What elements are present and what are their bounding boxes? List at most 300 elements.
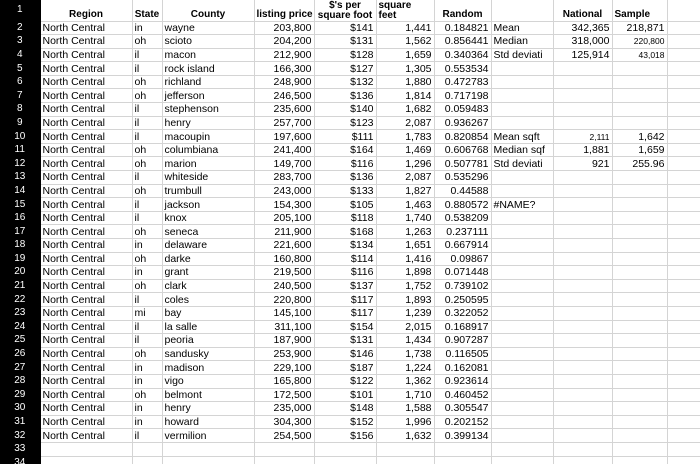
stat-sample[interactable]: 255.96 [612, 157, 667, 171]
cell-square-feet[interactable]: 1,632 [376, 429, 434, 443]
cell[interactable] [491, 456, 553, 464]
cell[interactable] [314, 442, 376, 456]
cell-county[interactable]: howard [162, 415, 254, 429]
cell[interactable] [254, 442, 314, 456]
cell[interactable] [491, 266, 553, 280]
cell[interactable] [162, 456, 254, 464]
cell[interactable] [491, 429, 553, 443]
cell-region[interactable]: North Central [40, 75, 132, 89]
cell-state[interactable]: il [132, 429, 162, 443]
cell[interactable] [667, 184, 700, 198]
cell-price-per-sqft[interactable]: $111 [314, 130, 376, 144]
cell-random[interactable]: 0.116505 [434, 347, 491, 361]
cell[interactable] [491, 293, 553, 307]
cell-price-per-sqft[interactable]: $123 [314, 116, 376, 130]
cell-region[interactable]: North Central [40, 374, 132, 388]
cell-listing-price[interactable]: 203,800 [254, 21, 314, 35]
header-national[interactable]: National [553, 0, 612, 21]
stat-label[interactable]: Mean sqft [491, 130, 553, 144]
cell-square-feet[interactable]: 1,659 [376, 48, 434, 62]
cell[interactable] [491, 239, 553, 253]
cell-state[interactable]: oh [132, 184, 162, 198]
cell[interactable] [491, 361, 553, 375]
cell[interactable] [667, 225, 700, 239]
cell-region[interactable]: North Central [40, 293, 132, 307]
cell[interactable] [612, 171, 667, 185]
cell-square-feet[interactable]: 1,880 [376, 75, 434, 89]
cell-listing-price[interactable]: 229,100 [254, 361, 314, 375]
cell-random[interactable]: 0.667914 [434, 239, 491, 253]
cell-square-feet[interactable]: 1,469 [376, 143, 434, 157]
cell[interactable] [667, 21, 700, 35]
row-number[interactable]: 22 [0, 293, 40, 307]
cell-region[interactable]: North Central [40, 21, 132, 35]
cell[interactable] [491, 334, 553, 348]
cell[interactable] [553, 116, 612, 130]
cell-listing-price[interactable]: 145,100 [254, 306, 314, 320]
cell-random[interactable]: 0.237111 [434, 225, 491, 239]
row-number[interactable]: 10 [0, 130, 40, 144]
cell[interactable] [162, 442, 254, 456]
row-number[interactable]: 16 [0, 211, 40, 225]
cell-state[interactable]: oh [132, 279, 162, 293]
cell[interactable] [667, 429, 700, 443]
cell-county[interactable]: la salle [162, 320, 254, 334]
cell-price-per-sqft[interactable]: $105 [314, 198, 376, 212]
cell-square-feet[interactable]: 1,305 [376, 62, 434, 76]
cell-random[interactable]: 0.250595 [434, 293, 491, 307]
cell[interactable] [553, 279, 612, 293]
cell-square-feet[interactable]: 1,239 [376, 306, 434, 320]
cell-county[interactable]: madison [162, 361, 254, 375]
cell-square-feet[interactable]: 1,740 [376, 211, 434, 225]
cell[interactable] [612, 211, 667, 225]
cell[interactable] [491, 103, 553, 117]
cell-region[interactable]: North Central [40, 429, 132, 443]
row-number[interactable]: 33 [0, 442, 40, 456]
cell-price-per-sqft[interactable]: $114 [314, 252, 376, 266]
cell-square-feet[interactable]: 1,827 [376, 184, 434, 198]
cell-square-feet[interactable]: 1,434 [376, 334, 434, 348]
cell-state[interactable]: il [132, 48, 162, 62]
cell-listing-price[interactable]: 187,900 [254, 334, 314, 348]
row-number[interactable]: 15 [0, 198, 40, 212]
cell-region[interactable]: North Central [40, 225, 132, 239]
cell-county[interactable]: vigo [162, 374, 254, 388]
cell[interactable] [491, 320, 553, 334]
cell-listing-price[interactable]: 243,000 [254, 184, 314, 198]
cell-listing-price[interactable]: 304,300 [254, 415, 314, 429]
cell[interactable] [612, 116, 667, 130]
cell-listing-price[interactable]: 211,900 [254, 225, 314, 239]
cell-random[interactable]: 0.399134 [434, 429, 491, 443]
cell[interactable] [667, 239, 700, 253]
cell-listing-price[interactable]: 283,700 [254, 171, 314, 185]
cell[interactable] [612, 456, 667, 464]
cell-random[interactable]: 0.606768 [434, 143, 491, 157]
cell[interactable] [553, 415, 612, 429]
cell-listing-price[interactable]: 212,900 [254, 48, 314, 62]
cell-county[interactable]: sandusky [162, 347, 254, 361]
cell[interactable] [491, 75, 553, 89]
cell[interactable] [491, 89, 553, 103]
row-number[interactable]: 17 [0, 225, 40, 239]
stat-sample[interactable]: 218,871 [612, 21, 667, 35]
cell[interactable] [612, 361, 667, 375]
cell-region[interactable]: North Central [40, 239, 132, 253]
cell-price-per-sqft[interactable]: $187 [314, 361, 376, 375]
cell[interactable] [667, 374, 700, 388]
cell[interactable] [667, 334, 700, 348]
cell-random[interactable]: 0.739102 [434, 279, 491, 293]
cell-square-feet[interactable]: 1,752 [376, 279, 434, 293]
cell[interactable] [612, 198, 667, 212]
stat-national[interactable]: 342,365 [553, 21, 612, 35]
cell-random[interactable]: 0.322052 [434, 306, 491, 320]
cell[interactable] [553, 347, 612, 361]
cell-region[interactable]: North Central [40, 116, 132, 130]
cell[interactable] [491, 225, 553, 239]
cell-random[interactable]: 0.472783 [434, 75, 491, 89]
cell-square-feet[interactable]: 1,738 [376, 347, 434, 361]
cell-state[interactable]: oh [132, 252, 162, 266]
cell-listing-price[interactable]: 197,600 [254, 130, 314, 144]
cell-region[interactable]: North Central [40, 157, 132, 171]
cell-region[interactable]: North Central [40, 361, 132, 375]
stat-sample[interactable]: 1,642 [612, 130, 667, 144]
cell-state[interactable]: in [132, 361, 162, 375]
cell-random[interactable]: 0.880572 [434, 198, 491, 212]
cell[interactable] [254, 456, 314, 464]
cell-price-per-sqft[interactable]: $140 [314, 103, 376, 117]
cell-price-per-sqft[interactable]: $116 [314, 157, 376, 171]
cell[interactable] [491, 211, 553, 225]
cell-state[interactable]: il [132, 211, 162, 225]
cell-price-per-sqft[interactable]: $131 [314, 35, 376, 49]
cell-square-feet[interactable]: 1,416 [376, 252, 434, 266]
cell[interactable] [553, 62, 612, 76]
cell[interactable] [376, 456, 434, 464]
cell-state[interactable]: in [132, 21, 162, 35]
cell-listing-price[interactable]: 219,500 [254, 266, 314, 280]
cell-region[interactable]: North Central [40, 279, 132, 293]
cell-price-per-sqft[interactable]: $117 [314, 293, 376, 307]
cell-listing-price[interactable]: 241,400 [254, 143, 314, 157]
cell-square-feet[interactable]: 1,463 [376, 198, 434, 212]
cell[interactable] [612, 89, 667, 103]
cell-county[interactable]: grant [162, 266, 254, 280]
cell-random[interactable]: 0.538209 [434, 211, 491, 225]
cell-region[interactable]: North Central [40, 415, 132, 429]
row-number[interactable]: 21 [0, 279, 40, 293]
cell-county[interactable]: marion [162, 157, 254, 171]
cell-county[interactable]: belmont [162, 388, 254, 402]
cell-listing-price[interactable]: 205,100 [254, 211, 314, 225]
cell-state[interactable]: oh [132, 225, 162, 239]
cell[interactable] [434, 456, 491, 464]
cell-region[interactable]: North Central [40, 306, 132, 320]
stat-label[interactable]: Std deviati [491, 157, 553, 171]
cell[interactable] [612, 266, 667, 280]
cell-price-per-sqft[interactable]: $152 [314, 415, 376, 429]
cell-region[interactable]: North Central [40, 143, 132, 157]
row-number[interactable]: 20 [0, 266, 40, 280]
cell-square-feet[interactable]: 2,087 [376, 116, 434, 130]
stat-sample[interactable]: 1,659 [612, 143, 667, 157]
cell-price-per-sqft[interactable]: $148 [314, 402, 376, 416]
cell[interactable] [612, 320, 667, 334]
cell[interactable] [667, 89, 700, 103]
cell-state[interactable]: in [132, 239, 162, 253]
cell-random[interactable]: 0.507781 [434, 157, 491, 171]
cell-state[interactable]: il [132, 198, 162, 212]
cell-random[interactable]: 0.071448 [434, 266, 491, 280]
cell[interactable] [491, 347, 553, 361]
cell[interactable] [553, 374, 612, 388]
cell-state[interactable]: il [132, 130, 162, 144]
header-price-per-sqft[interactable] [314, 0, 376, 21]
cell[interactable] [553, 252, 612, 266]
row-number[interactable]: 2 [0, 21, 40, 35]
cell-listing-price[interactable]: 253,900 [254, 347, 314, 361]
stat-national[interactable]: 318,000 [553, 35, 612, 49]
cell-listing-price[interactable]: 172,500 [254, 388, 314, 402]
cell[interactable] [491, 0, 553, 21]
cell-state[interactable]: il [132, 320, 162, 334]
stat-sample[interactable]: 43,018 [612, 48, 667, 62]
cell-county[interactable]: seneca [162, 225, 254, 239]
stat-national[interactable]: 1,881 [553, 143, 612, 157]
cell-county[interactable]: henry [162, 402, 254, 416]
cell[interactable] [667, 442, 700, 456]
row-number[interactable]: 31 [0, 415, 40, 429]
cell[interactable] [612, 334, 667, 348]
header-county[interactable]: County [162, 0, 254, 21]
row-number[interactable]: 6 [0, 75, 40, 89]
cell-listing-price[interactable]: 254,500 [254, 429, 314, 443]
cell-region[interactable]: North Central [40, 347, 132, 361]
cell-region[interactable]: North Central [40, 334, 132, 348]
cell-price-per-sqft[interactable]: $168 [314, 225, 376, 239]
cell[interactable] [667, 252, 700, 266]
cell-random[interactable]: 0.923614 [434, 374, 491, 388]
row-number[interactable]: 18 [0, 239, 40, 253]
cell-county[interactable]: clark [162, 279, 254, 293]
cell-price-per-sqft[interactable]: $132 [314, 75, 376, 89]
cell[interactable] [553, 293, 612, 307]
cell-price-per-sqft[interactable]: $154 [314, 320, 376, 334]
cell-state[interactable]: oh [132, 75, 162, 89]
cell-price-per-sqft[interactable]: $128 [314, 48, 376, 62]
cell-state[interactable]: in [132, 415, 162, 429]
cell-county[interactable]: stephenson [162, 103, 254, 117]
cell-county[interactable]: richland [162, 75, 254, 89]
cell-listing-price[interactable]: 246,500 [254, 89, 314, 103]
row-number[interactable]: 13 [0, 171, 40, 185]
cell[interactable] [612, 402, 667, 416]
cell[interactable] [40, 456, 132, 464]
row-number[interactable]: 26 [0, 347, 40, 361]
cell[interactable] [491, 402, 553, 416]
cell[interactable] [612, 279, 667, 293]
cell[interactable] [434, 442, 491, 456]
cell-listing-price[interactable]: 160,800 [254, 252, 314, 266]
cell-random[interactable]: 0.202152 [434, 415, 491, 429]
cell[interactable] [667, 306, 700, 320]
cell-listing-price[interactable]: 165,800 [254, 374, 314, 388]
cell-listing-price[interactable]: 204,200 [254, 35, 314, 49]
cell-listing-price[interactable]: 311,100 [254, 320, 314, 334]
cell[interactable] [667, 266, 700, 280]
cell-state[interactable]: mi [132, 306, 162, 320]
stat-label[interactable]: Mean [491, 21, 553, 35]
cell[interactable] [553, 211, 612, 225]
cell[interactable] [667, 75, 700, 89]
cell[interactable] [667, 456, 700, 464]
cell[interactable] [612, 293, 667, 307]
cell[interactable] [553, 456, 612, 464]
cell-state[interactable]: oh [132, 35, 162, 49]
cell-random[interactable]: 0.820854 [434, 130, 491, 144]
cell-random[interactable]: 0.44588 [434, 184, 491, 198]
cell-square-feet[interactable]: 1,682 [376, 103, 434, 117]
cell-price-per-sqft[interactable]: $116 [314, 266, 376, 280]
cell[interactable] [667, 361, 700, 375]
cell-state[interactable]: il [132, 103, 162, 117]
cell[interactable] [612, 103, 667, 117]
row-number[interactable]: 34 [0, 456, 40, 464]
cell-state[interactable]: il [132, 334, 162, 348]
cell-region[interactable]: North Central [40, 184, 132, 198]
cell-price-per-sqft[interactable]: $118 [314, 211, 376, 225]
cell[interactable] [553, 89, 612, 103]
row-number[interactable]: 23 [0, 306, 40, 320]
cell[interactable] [667, 157, 700, 171]
cell-price-per-sqft[interactable]: $146 [314, 347, 376, 361]
row-number[interactable]: 1 [0, 0, 40, 21]
cell-county[interactable]: trumbull [162, 184, 254, 198]
cell[interactable] [612, 347, 667, 361]
cell-state[interactable]: il [132, 62, 162, 76]
cell-price-per-sqft[interactable]: $141 [314, 21, 376, 35]
row-number[interactable]: 8 [0, 103, 40, 117]
cell[interactable] [314, 456, 376, 464]
cell[interactable] [612, 75, 667, 89]
cell[interactable] [491, 171, 553, 185]
cell[interactable] [667, 103, 700, 117]
cell[interactable] [40, 442, 132, 456]
cell-price-per-sqft[interactable]: $134 [314, 239, 376, 253]
cell[interactable] [553, 171, 612, 185]
cell-price-per-sqft[interactable]: $122 [314, 374, 376, 388]
cell[interactable] [553, 239, 612, 253]
cell-county[interactable]: knox [162, 211, 254, 225]
cell[interactable] [491, 306, 553, 320]
cell-state[interactable]: in [132, 266, 162, 280]
cell-listing-price[interactable]: 235,000 [254, 402, 314, 416]
cell[interactable] [667, 116, 700, 130]
cell[interactable] [667, 211, 700, 225]
cell[interactable] [553, 266, 612, 280]
cell-price-per-sqft[interactable]: $127 [314, 62, 376, 76]
stat-national[interactable]: 921 [553, 157, 612, 171]
cell[interactable] [612, 415, 667, 429]
row-number[interactable]: 5 [0, 62, 40, 76]
cell-listing-price[interactable]: 235,600 [254, 103, 314, 117]
cell-listing-price[interactable]: 221,600 [254, 239, 314, 253]
cell-random[interactable]: 0.162081 [434, 361, 491, 375]
cell[interactable] [132, 456, 162, 464]
header-region[interactable]: Region [40, 0, 132, 21]
cell[interactable] [553, 320, 612, 334]
cell[interactable] [612, 252, 667, 266]
cell-state[interactable]: oh [132, 388, 162, 402]
cell-county[interactable]: whiteside [162, 171, 254, 185]
cell-square-feet[interactable]: 1,783 [376, 130, 434, 144]
row-number[interactable]: 3 [0, 35, 40, 49]
cell[interactable] [491, 116, 553, 130]
cell-state[interactable]: il [132, 171, 162, 185]
cell[interactable] [491, 374, 553, 388]
cell-region[interactable]: North Central [40, 48, 132, 62]
cell-county[interactable]: scioto [162, 35, 254, 49]
cell-random[interactable]: 0.936267 [434, 116, 491, 130]
row-number[interactable]: 28 [0, 374, 40, 388]
cell[interactable] [612, 239, 667, 253]
cell-random[interactable]: 0.717198 [434, 89, 491, 103]
cell-county[interactable]: darke [162, 252, 254, 266]
stat-national[interactable]: 2,111 [553, 130, 612, 144]
cell-listing-price[interactable]: 248,900 [254, 75, 314, 89]
cell[interactable] [553, 225, 612, 239]
cell-state[interactable]: oh [132, 157, 162, 171]
cell-county[interactable]: henry [162, 116, 254, 130]
cell-county[interactable]: bay [162, 306, 254, 320]
cell-price-per-sqft[interactable]: $137 [314, 279, 376, 293]
cell-listing-price[interactable]: 257,700 [254, 116, 314, 130]
cell-price-per-sqft[interactable]: $164 [314, 143, 376, 157]
cell-random[interactable]: 0.168917 [434, 320, 491, 334]
cell-county[interactable]: macon [162, 48, 254, 62]
cell-county[interactable]: jackson [162, 198, 254, 212]
cell-region[interactable]: North Central [40, 89, 132, 103]
cell[interactable] [667, 415, 700, 429]
cell-state[interactable]: oh [132, 143, 162, 157]
cell[interactable] [553, 429, 612, 443]
cell-state[interactable]: il [132, 293, 162, 307]
cell-state[interactable]: oh [132, 347, 162, 361]
row-number[interactable]: 32 [0, 429, 40, 443]
cell[interactable] [553, 75, 612, 89]
cell[interactable] [612, 306, 667, 320]
cell-square-feet[interactable]: 1,263 [376, 225, 434, 239]
cell[interactable] [612, 225, 667, 239]
cell-random[interactable]: 0.340364 [434, 48, 491, 62]
cell-random[interactable]: 0.856441 [434, 35, 491, 49]
cell-region[interactable]: North Central [40, 198, 132, 212]
cell-random[interactable]: 0.09867 [434, 252, 491, 266]
cell-county[interactable]: columbiana [162, 143, 254, 157]
stat-sample[interactable]: 220,800 [612, 35, 667, 49]
cell-region[interactable]: North Central [40, 130, 132, 144]
cell[interactable] [376, 442, 434, 456]
cell[interactable] [667, 293, 700, 307]
cell-county[interactable]: vermilion [162, 429, 254, 443]
cell-county[interactable]: jefferson [162, 89, 254, 103]
cell[interactable] [667, 62, 700, 76]
cell-price-per-sqft[interactable]: $101 [314, 388, 376, 402]
cell-county[interactable]: delaware [162, 239, 254, 253]
